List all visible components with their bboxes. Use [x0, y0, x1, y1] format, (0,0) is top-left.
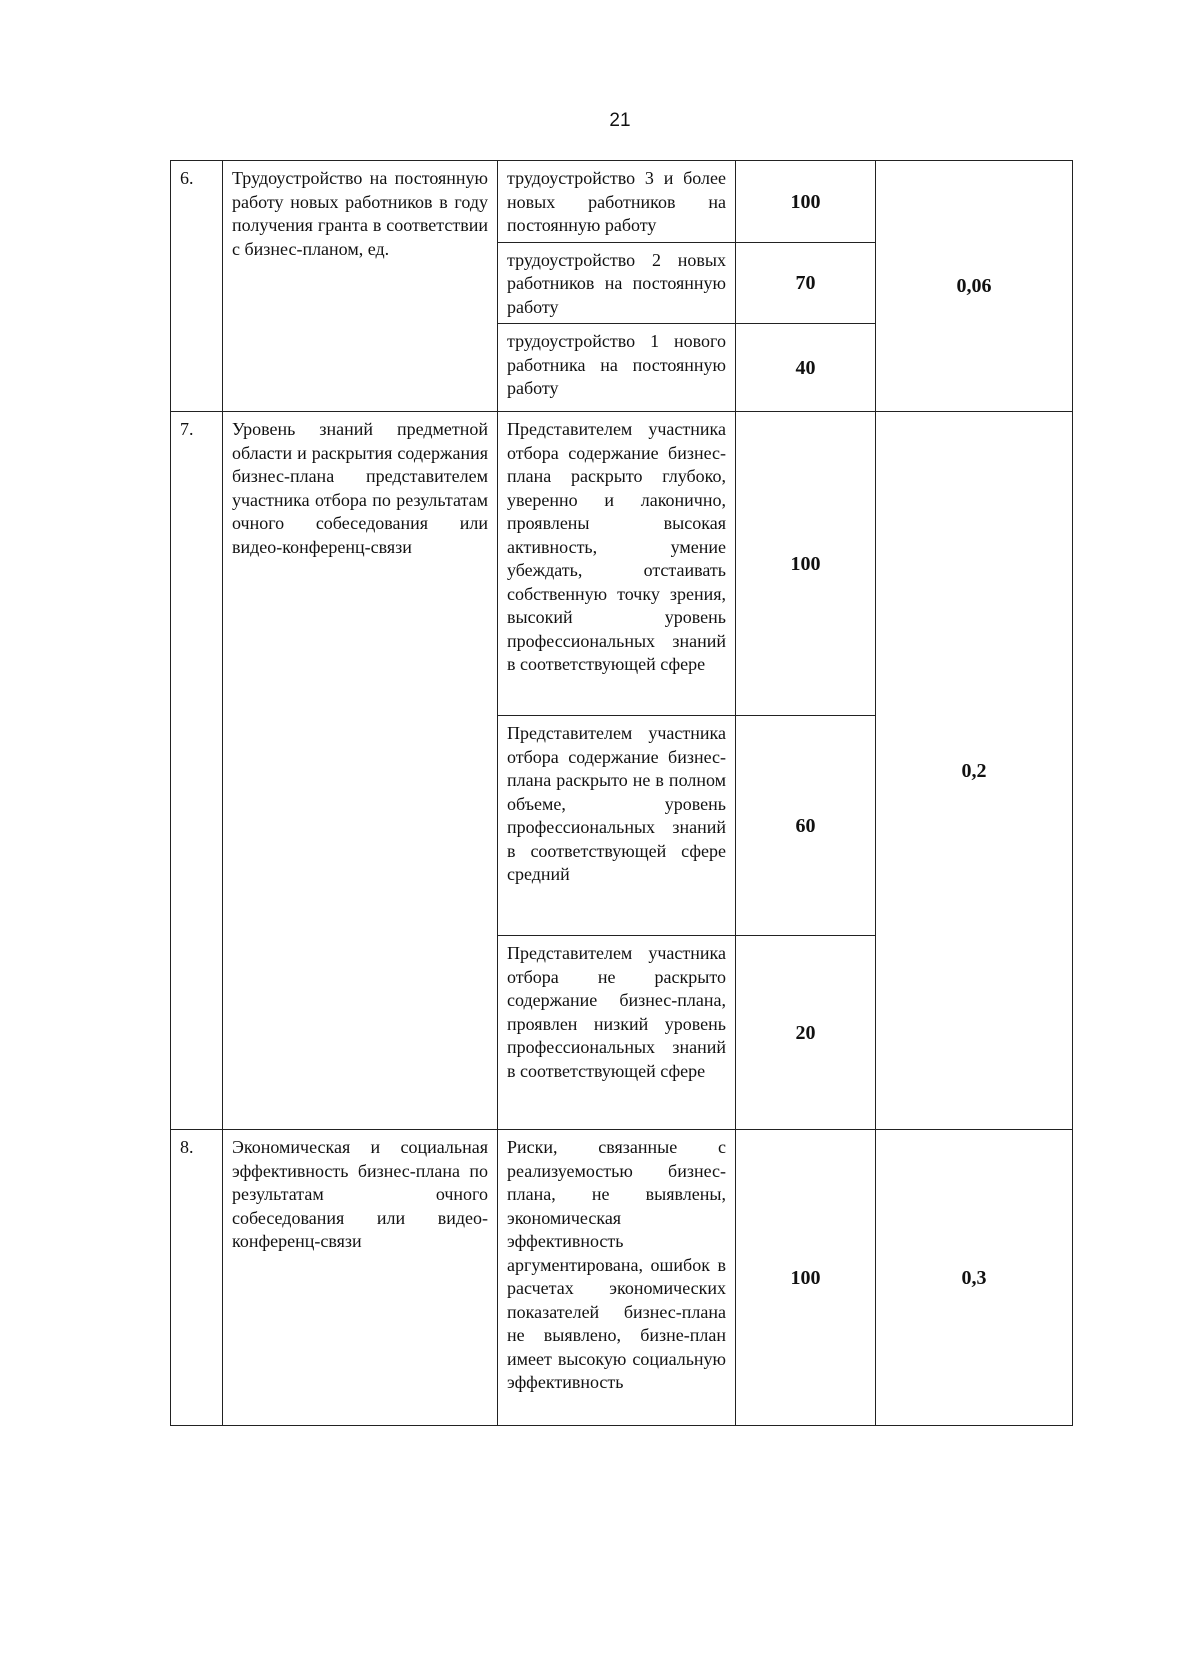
weight-value: 0,2: [876, 412, 1073, 1130]
condition-text: Представителем участника отбора содержание бизнес-плана раскрыто глубоко, уверенно и лаконично, проявлены высокая активность, умение убеждать, отстаивать собственную точку зрения, высокий уровень профессиональных знаний в соответствующей сфере: [498, 412, 736, 716]
criterion-name: Трудоустройство на постоянную работу новых работников в году получения гранта в соответствии с бизнес-планом, ед.: [223, 161, 498, 412]
criterion-number: 6.: [171, 161, 223, 412]
score-value: 100: [736, 412, 876, 716]
score-value: 40: [736, 324, 876, 412]
criterion-number: 8.: [171, 1130, 223, 1426]
condition-text: Риски, связанные с реализуемостью бизнес-плана, не выявлены, экономическая эффективность аргументирована, ошибок в расчетах экономических показателей бизнес-плана не выявлено, бизне-план имеет высокую социальную эффективность: [498, 1130, 736, 1426]
condition-text: трудоустройство 1 нового работника на постоянную работу: [498, 324, 736, 412]
criterion-number: 7.: [171, 412, 223, 1130]
condition-text: Представителем участника отбора содержание бизнес-плана раскрыто не в полном объеме, уровень профессиональных знаний в соответствующей сфере средний: [498, 716, 736, 936]
table-row: [171, 1130, 1073, 1426]
page-number: 21: [609, 110, 631, 131]
score-value: 60: [736, 716, 876, 936]
weight-value: 0,06: [876, 161, 1073, 412]
condition-text: трудоустройство 3 и более новых работников на постоянную работу: [498, 161, 736, 243]
criteria-table: [170, 160, 1073, 1426]
table-row: [171, 412, 1073, 716]
score-value: 70: [736, 242, 876, 324]
score-value: 100: [736, 1130, 876, 1426]
condition-text: Представителем участника отбора не раскрыто содержание бизнес-плана, проявлен низкий уровень профессиональных знаний в соответствующей сфере: [498, 936, 736, 1130]
condition-text: трудоустройство 2 новых работников на постоянную работу: [498, 242, 736, 324]
weight-value: 0,3: [876, 1130, 1073, 1426]
criterion-name: Уровень знаний предметной области и раскрытия содержания бизнес-плана представителем участника отбора по результатам очного собеседования или видео-конференц-связи: [223, 412, 498, 1130]
score-value: 20: [736, 936, 876, 1130]
criterion-name: Экономическая и социальная эффективность бизнес-плана по результатам очного собеседования или видео-конференц-связи: [223, 1130, 498, 1426]
score-value: 100: [736, 161, 876, 243]
table-row: [171, 161, 1073, 243]
